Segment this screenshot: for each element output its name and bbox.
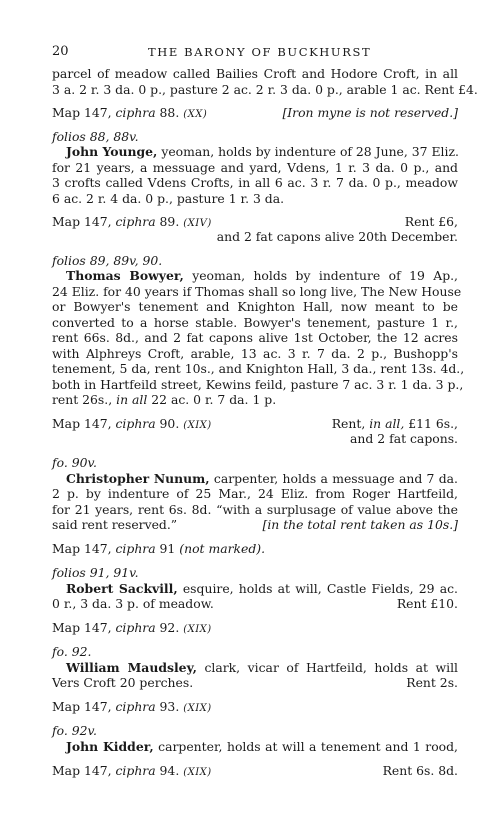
rent-value: Rent, in all, £11 6s., <box>331 416 458 431</box>
text-line: parcel of meadow called Bailies Croft and Hodore Croft, in all <box>52 66 458 81</box>
text-line: 24 Eliz. for 40 years if Thomas shall so long live, The New House <box>52 284 462 299</box>
map-reference: Map 147, ciphra 92. (XIX) <box>52 620 212 635</box>
page-number: 20 <box>52 44 69 59</box>
text-line: for 21 years, rent 6s. 8d. “with a surplusage of value above the <box>52 502 458 517</box>
rent-value: Rent £6, <box>404 214 458 229</box>
tenant-name: Thomas Bowyer, <box>66 268 184 283</box>
text-line: rent 66s. 8d., and 2 fat capons alive 1st October, the 12 acres <box>52 330 458 345</box>
rent-continuation: and 2 fat capons. <box>350 431 458 446</box>
map-reference <box>52 763 458 780</box>
tenant-name: William Maudsley, <box>66 660 197 675</box>
text-line: 6 ac. 2 r. 4 da. 0 p., pasture 1 r. 3 da. <box>52 191 285 206</box>
map-ref-left: Map 147, ciphra 90. (XIX) <box>52 416 212 431</box>
map-ref-left: Map 147, ciphra 94. (XIX) <box>52 763 212 778</box>
rent-continuation: and 2 fat capons alive 20th December. <box>216 229 458 244</box>
text-line: or Bowyer's tenement and Knighton Hall, now meant to be <box>52 299 458 314</box>
entry-first-line: John Kidder, carpenter, holds at will a tenement and 1 rood, <box>66 739 458 754</box>
rent-value: Rent 6s. 8d. <box>382 763 458 778</box>
map-ref-left: Map 147, ciphra 88. (XX) <box>52 105 208 120</box>
text-line: 2 p. by indenture of 25 Mar., 24 Eliz. from Roger Hartfeild, <box>52 486 458 501</box>
entry-first-line: John Younge, yeoman, holds by indenture of 28 June, 37 Eliz. <box>66 144 459 159</box>
rent-value: Rent £10. <box>396 596 458 611</box>
entry-first-line: Christopher Nunum, carpenter, holds a messuage and 7 da. <box>66 471 458 486</box>
editorial-note: [Iron myne is not reserved.] <box>282 105 458 120</box>
folio-reference: folios 89, 89v, 90. <box>52 253 163 268</box>
entry-first-line: Robert Sackvill, esquire, holds at will, Castle Fields, 29 ac. <box>66 581 458 596</box>
folio-reference: fo. 92v. <box>52 723 97 738</box>
text-line: 3 crofts called Vdens Crofts, in all 6 ac. 3 r. 7 da. 0 p., meadow <box>52 175 458 190</box>
text-line: said rent reserved.” [in the total rent taken as 10s.] <box>52 517 458 532</box>
folio-reference: fo. 92. <box>52 644 92 659</box>
text-line: with Alphreys Croft, arable, 13 ac. 3 r. 7 da. 2 p., Bushopp's <box>52 346 458 361</box>
running-head: THE BARONY OF BUCKHURST <box>148 45 372 59</box>
map-reference: Map 147, ciphra 93. (XIX) <box>52 699 212 714</box>
editorial-note: [in the total rent taken as 10s.] <box>262 517 458 532</box>
folio-reference: folios 91, 91v. <box>52 565 139 580</box>
text-line: rent 26s., in all 22 ac. 0 r. 7 da. 1 p. <box>52 392 277 407</box>
entry-first-line: Thomas Bowyer, yeoman, holds by indenture of 19 Ap., <box>66 268 458 283</box>
entry-first-line: William Maudsley, clark, vicar of Hartfeild, holds at will <box>66 660 458 675</box>
text-line: both in Hartfeild street, Kewins feild, pasture 7 ac. 3 r. 1 da. 3 p., <box>52 377 464 392</box>
tenant-name: John Kidder, <box>66 739 154 754</box>
text-line: for 21 years, a messuage and yard, Vdens, 1 r. 3 da. 0 p., and <box>52 160 458 175</box>
map-ref-left: Map 147, ciphra 89. (XIV) <box>52 214 212 229</box>
text-line: Vers Croft 20 perches. Rent 2s. <box>52 675 458 690</box>
map-reference <box>52 105 458 122</box>
tenant-name: Robert Sackvill, <box>66 581 178 596</box>
tenant-name: John Younge, <box>66 144 158 159</box>
rent-value: Rent 2s. <box>406 675 458 690</box>
text-line: 3 a. 2 r. 3 da. 0 p., pasture 2 ac. 2 r. 3 da. 0 p., arable 1 ac. Rent £4. <box>52 82 478 97</box>
folio-reference: folios 88, 88v. <box>52 129 139 144</box>
tenant-name: Christopher Nunum, <box>66 471 210 486</box>
folio-reference: fo. 90v. <box>52 455 97 470</box>
text-line: tenement, 5 da, rent 10s., and Knighton Hall, 3 da., rent 13s. 4d., <box>52 361 465 376</box>
text-line: converted to a horse stable. Bowyer's tenement, pasture 1 r., <box>52 315 458 330</box>
text-line: 0 r., 3 da. 3 p. of meadow. Rent £10. <box>52 596 458 611</box>
map-reference: Map 147, ciphra 91 (not marked). <box>52 541 266 556</box>
